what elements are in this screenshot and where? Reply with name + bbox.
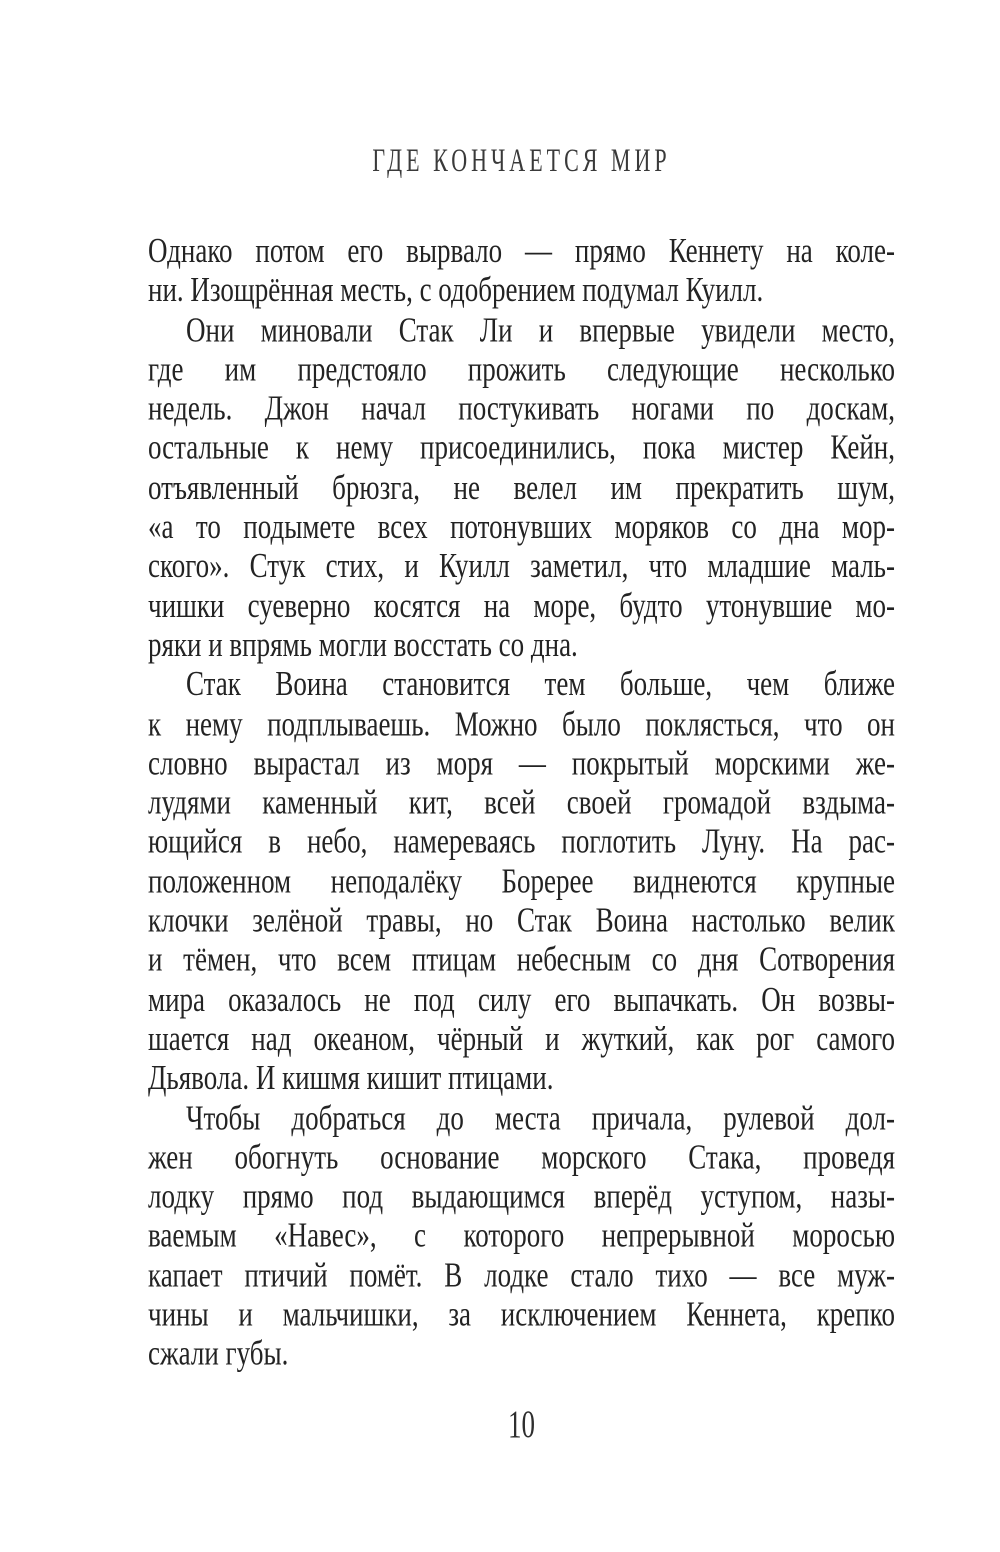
text-line: и тёмен, что всем птицам небесным со дня Сотворения — [148, 939, 895, 979]
text-line: жен обогнуть основание морского Стака, проведя — [148, 1136, 895, 1176]
text-line: остальные к нему присоединились, пока мистер Кейн, — [148, 427, 895, 467]
text-line: чишки суеверно косятся на море, будто утонувшие мо- — [148, 585, 895, 625]
text-line: мира оказалось не под силу его выпачкать. Он возвы- — [148, 979, 895, 1019]
text-line: ваемым «Навес», с которого непрерывной моросью — [148, 1215, 895, 1255]
page-number: 10 — [508, 1402, 535, 1446]
text-line: недель. Джон начал постукивать ногами по доскам, — [148, 388, 895, 428]
text-line: Стак Воина становится тем больше, чем ближе — [186, 664, 895, 704]
text-line: где им предстояло прожить следующие несколько — [148, 349, 895, 389]
text-line: лудями каменный кит, всей своей громадой вздыма- — [148, 782, 895, 822]
text-line: ского». Стук стих, и Куилл заметил, что младшие маль- — [148, 546, 895, 586]
text-line: чины и мальчишки, за исключением Кеннета, крепко — [148, 1294, 895, 1334]
text-line: клочки зелёной травы, но Стак Воина настолько велик — [148, 900, 895, 940]
text-line: к нему подплываешь. Можно было поклясться, что он — [148, 703, 895, 743]
text-line: ющийся в небо, намереваясь поглотить Луну. На рас- — [148, 821, 895, 861]
text-line: Чтобы добраться до места причала, рулевой дол- — [186, 1097, 895, 1137]
text-line: отъявленный брюзга, не велел им прекратить шум, — [148, 467, 895, 507]
text-line: шается над океаном, чёрный и жуткий, как рог самого — [148, 1018, 895, 1058]
text-line: ни. Изощрённая месть, с одобрением подумал Куилл. — [148, 270, 764, 310]
text-line: «а то подымете всех потонувших моряков со дна мор- — [148, 506, 895, 546]
text-line: Дьявола. И кишмя кишит птицами. — [148, 1058, 554, 1098]
text-line: положенном неподалёку Боререе виднеются крупные — [148, 861, 895, 901]
text-line: лодку прямо под выдающимся вперёд уступом, назы- — [148, 1176, 895, 1216]
text-line: ряки и впрямь могли восстать со дна. — [148, 624, 578, 664]
text-line: капает птичий помёт. В лодке стало тихо — все муж- — [148, 1255, 895, 1295]
text-line: Однако потом его вырвало — прямо Кеннету на коле- — [148, 231, 895, 270]
text-line: словно вырастал из моря — покрытый морскими же- — [148, 743, 895, 783]
text-line: сжали губы. — [148, 1333, 289, 1373]
chapter-title: ГДЕ КОНЧАЕТСЯ МИР — [372, 141, 671, 179]
text-line: Они миновали Стак Ли и впервые увидели место, — [186, 309, 895, 349]
body-text — [148, 231, 895, 1373]
